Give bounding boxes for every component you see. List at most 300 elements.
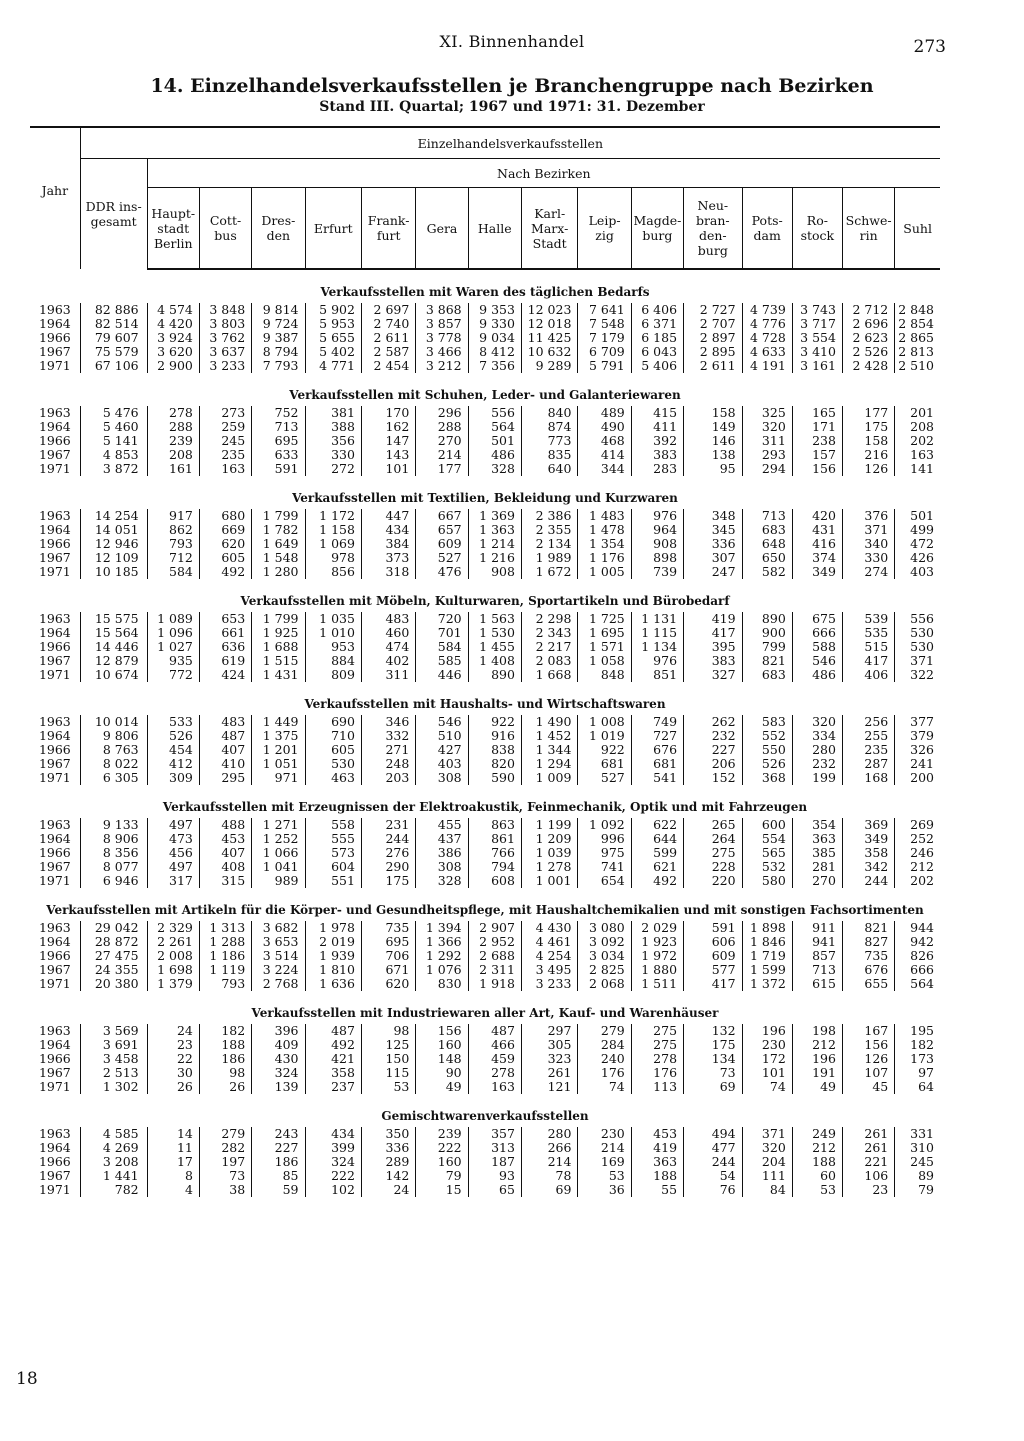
district-cell: 821 xyxy=(842,921,894,935)
district-cell: 468 xyxy=(578,434,631,448)
district-cell: 371 xyxy=(742,1127,792,1141)
district-cell: 856 xyxy=(305,565,361,579)
district-cell: 269 xyxy=(895,818,940,832)
section-title: Verkaufsstellen mit Textilien, Bekleidung und Kurzwaren xyxy=(292,491,678,505)
district-cell: 809 xyxy=(305,668,361,682)
district-cell: 487 xyxy=(199,729,251,743)
district-cell: 5 655 xyxy=(305,331,361,345)
district-cell: 230 xyxy=(578,1127,631,1141)
district-cell: 2 298 xyxy=(521,612,577,626)
district-cell: 1 515 xyxy=(252,654,305,668)
district-cell: 356 xyxy=(305,434,361,448)
table-row xyxy=(30,317,940,331)
district-header: Schwe-rin xyxy=(842,188,894,270)
table-row xyxy=(30,462,940,476)
district-cell: 308 xyxy=(416,771,468,785)
district-cell: 76 xyxy=(684,1183,743,1197)
district-cell: 1 369 xyxy=(468,509,521,523)
district-cell: 12 023 xyxy=(521,303,577,317)
district-cell: 741 xyxy=(578,860,631,874)
district-cell: 2 526 xyxy=(842,345,894,359)
district-cell: 167 xyxy=(842,1024,894,1038)
district-cell: 274 xyxy=(842,565,894,579)
district-cell: 59 xyxy=(252,1183,305,1197)
district-cell: 862 xyxy=(147,523,199,537)
year-cell: 1971 xyxy=(38,667,71,682)
district-cell: 238 xyxy=(792,434,842,448)
district-cell: 1 076 xyxy=(416,963,468,977)
district-cell: 14 xyxy=(147,1127,199,1141)
district-cell: 141 xyxy=(895,462,940,476)
district-cell: 492 xyxy=(305,1038,361,1052)
district-cell: 605 xyxy=(305,743,361,757)
district-cell: 1 490 xyxy=(521,715,577,729)
ddr-total-cell: 4 585 xyxy=(80,1127,147,1141)
district-cell: 3 848 xyxy=(199,303,251,317)
ddr-total-cell: 8 763 xyxy=(80,743,147,757)
district-cell: 232 xyxy=(684,729,743,743)
page-number: 273 xyxy=(913,37,946,57)
district-cell: 666 xyxy=(792,626,842,640)
district-cell: 565 xyxy=(742,846,792,860)
district-cell: 1 725 xyxy=(578,612,631,626)
year-cell: 1967 xyxy=(38,344,71,359)
district-cell: 283 xyxy=(631,462,683,476)
district-cell: 619 xyxy=(199,654,251,668)
district-cell: 188 xyxy=(631,1169,683,1183)
district-cell: 305 xyxy=(521,1038,577,1052)
district-cell: 535 xyxy=(842,626,894,640)
section-title: Verkaufsstellen mit Waren des täglichen Bedarfs xyxy=(320,285,650,299)
district-cell: 403 xyxy=(416,757,468,771)
district-cell: 126 xyxy=(842,1052,894,1066)
district-cell: 324 xyxy=(305,1155,361,1169)
district-cell: 317 xyxy=(147,874,199,888)
district-header: Halle xyxy=(468,188,521,270)
ddr-total-cell: 10 674 xyxy=(80,668,147,682)
year-cell: 1964 xyxy=(38,1037,71,1052)
district-cell: 139 xyxy=(252,1080,305,1094)
district-cell: 399 xyxy=(305,1141,361,1155)
district-cell: 264 xyxy=(684,832,743,846)
district-cell: 492 xyxy=(631,874,683,888)
district-cell: 1 366 xyxy=(416,935,468,949)
district-cell: 208 xyxy=(895,420,940,434)
district-cell: 256 xyxy=(842,715,894,729)
district-cell: 377 xyxy=(895,715,940,729)
district-cell: 463 xyxy=(305,771,361,785)
ddr-total-cell: 15 575 xyxy=(80,612,147,626)
district-cell: 530 xyxy=(895,640,940,654)
district-cell: 1 989 xyxy=(521,551,577,565)
district-cell: 605 xyxy=(199,551,251,565)
district-cell: 650 xyxy=(742,551,792,565)
district-cell: 953 xyxy=(305,640,361,654)
district-header: Dres-den xyxy=(252,188,305,270)
district-cell: 898 xyxy=(631,551,683,565)
district-cell: 175 xyxy=(684,1038,743,1052)
section-title: Verkaufsstellen mit Schuhen, Leder- und Galanteriewaren xyxy=(289,388,681,402)
district-cell: 944 xyxy=(895,921,940,935)
district-cell: 671 xyxy=(361,963,415,977)
district-cell: 454 xyxy=(147,743,199,757)
district-cell: 49 xyxy=(416,1080,468,1094)
district-cell: 1 939 xyxy=(305,949,361,963)
district-cell: 1 782 xyxy=(252,523,305,537)
district-cell: 148 xyxy=(416,1052,468,1066)
district-cell: 490 xyxy=(578,420,631,434)
district-cell: 3 717 xyxy=(792,317,842,331)
district-cell: 1 363 xyxy=(468,523,521,537)
district-cell: 53 xyxy=(578,1169,631,1183)
year-cell: 1971 xyxy=(38,976,71,991)
district-cell: 526 xyxy=(147,729,199,743)
district-cell: 591 xyxy=(252,462,305,476)
ddr-total-cell: 10 185 xyxy=(80,565,147,579)
district-cell: 98 xyxy=(361,1024,415,1038)
district-cell: 1 672 xyxy=(521,565,577,579)
section-title: Verkaufsstellen mit Artikeln für die Körper- und Gesundheitspflege, mit Haushaltchemikalien und mit sonstigen Fachsortimenten xyxy=(46,903,924,917)
district-cell: 324 xyxy=(252,1066,305,1080)
district-cell: 214 xyxy=(578,1141,631,1155)
district-cell: 349 xyxy=(842,832,894,846)
district-cell: 447 xyxy=(361,509,415,523)
district-cell: 328 xyxy=(416,874,468,888)
year-cell: 1963 xyxy=(38,714,71,729)
year-cell: 1971 xyxy=(38,873,71,888)
district-cell: 427 xyxy=(416,743,468,757)
district-cell: 827 xyxy=(842,935,894,949)
district-cell: 3 034 xyxy=(578,949,631,963)
district-cell: 289 xyxy=(361,1155,415,1169)
district-cell: 383 xyxy=(631,448,683,462)
district-cell: 373 xyxy=(361,551,415,565)
district-cell: 749 xyxy=(631,715,683,729)
district-cell: 1 649 xyxy=(252,537,305,551)
district-cell: 6 709 xyxy=(578,345,631,359)
district-cell: 546 xyxy=(416,715,468,729)
district-cell: 261 xyxy=(842,1141,894,1155)
district-cell: 132 xyxy=(684,1024,743,1038)
year-cell: 1971 xyxy=(38,1079,71,1094)
district-cell: 861 xyxy=(468,832,521,846)
district-cell: 655 xyxy=(842,977,894,991)
district-cell: 160 xyxy=(416,1038,468,1052)
year-cell: 1966 xyxy=(38,742,71,757)
district-cell: 446 xyxy=(416,668,468,682)
district-cell: 340 xyxy=(842,537,894,551)
district-cell: 666 xyxy=(895,963,940,977)
district-cell: 3 224 xyxy=(252,963,305,977)
year-cell: 1964 xyxy=(38,934,71,949)
district-cell: 142 xyxy=(361,1169,415,1183)
district-cell: 1 041 xyxy=(252,860,305,874)
district-cell: 1 698 xyxy=(147,963,199,977)
district-cell: 890 xyxy=(742,612,792,626)
ddr-total-cell: 28 872 xyxy=(80,935,147,949)
district-cell: 403 xyxy=(895,565,940,579)
district-cell: 420 xyxy=(792,509,842,523)
year-cell: 1963 xyxy=(38,1023,71,1038)
district-cell: 2 907 xyxy=(468,921,521,935)
district-cell: 7 641 xyxy=(578,303,631,317)
district-cell: 3 212 xyxy=(416,359,468,373)
district-cell: 170 xyxy=(361,406,415,420)
district-cell: 552 xyxy=(742,729,792,743)
district-cell: 163 xyxy=(468,1080,521,1094)
district-cell: 17 xyxy=(147,1155,199,1169)
table-row xyxy=(30,331,940,345)
statistics-table xyxy=(30,126,940,1197)
district-cell: 162 xyxy=(361,420,415,434)
table-row xyxy=(30,523,940,537)
district-cell: 424 xyxy=(199,668,251,682)
district-cell: 247 xyxy=(684,565,743,579)
district-cell: 1 005 xyxy=(578,565,631,579)
year-cell: 1966 xyxy=(38,1051,71,1066)
district-cell: 857 xyxy=(792,949,842,963)
year-cell: 1966 xyxy=(38,1154,71,1169)
district-cell: 735 xyxy=(361,921,415,935)
table-row xyxy=(30,818,940,832)
district-cell: 1 199 xyxy=(521,818,577,832)
district-cell: 821 xyxy=(742,654,792,668)
ddr-total-cell: 27 475 xyxy=(80,949,147,963)
district-cell: 908 xyxy=(631,537,683,551)
district-cell: 232 xyxy=(792,757,842,771)
district-cell: 4 739 xyxy=(742,303,792,317)
section-title: Gemischtwarenverkaufsstellen xyxy=(381,1109,589,1123)
district-cell: 584 xyxy=(147,565,199,579)
table-row xyxy=(30,1024,940,1038)
district-cell: 1 019 xyxy=(578,729,631,743)
district-cell: 971 xyxy=(252,771,305,785)
district-cell: 187 xyxy=(468,1155,521,1169)
district-cell: 325 xyxy=(742,406,792,420)
district-cell: 1 548 xyxy=(252,551,305,565)
ddr-total-cell: 1 302 xyxy=(80,1080,147,1094)
district-cell: 3 514 xyxy=(252,949,305,963)
ddr-total-cell: 67 106 xyxy=(80,359,147,373)
district-cell: 3 778 xyxy=(416,331,468,345)
district-cell: 835 xyxy=(521,448,577,462)
district-cell: 434 xyxy=(361,523,415,537)
district-cell: 237 xyxy=(305,1080,361,1094)
district-header: Leip-zig xyxy=(578,188,631,270)
district-cell: 2 083 xyxy=(521,654,577,668)
district-cell: 222 xyxy=(416,1141,468,1155)
district-cell: 486 xyxy=(468,448,521,462)
district-cell: 644 xyxy=(631,832,683,846)
district-cell: 1 563 xyxy=(468,612,521,626)
district-cell: 766 xyxy=(468,846,521,860)
district-cell: 477 xyxy=(684,1141,743,1155)
district-cell: 1 918 xyxy=(468,977,521,991)
district-cell: 1 115 xyxy=(631,626,683,640)
section-title-row xyxy=(30,269,940,303)
district-cell: 874 xyxy=(521,420,577,434)
district-cell: 4 430 xyxy=(521,921,577,935)
district-cell: 3 868 xyxy=(416,303,468,317)
district-cell: 941 xyxy=(792,935,842,949)
district-cell: 276 xyxy=(361,846,415,860)
district-cell: 2 697 xyxy=(361,303,415,317)
district-cell: 22 xyxy=(147,1052,199,1066)
district-cell: 680 xyxy=(199,509,251,523)
district-cell: 472 xyxy=(895,537,940,551)
district-cell: 293 xyxy=(742,448,792,462)
district-cell: 713 xyxy=(252,420,305,434)
district-cell: 3 092 xyxy=(578,935,631,949)
district-cell: 9 353 xyxy=(468,303,521,317)
district-cell: 1 372 xyxy=(742,977,792,991)
year-cell: 1963 xyxy=(38,611,71,626)
district-cell: 1 039 xyxy=(521,846,577,860)
district-cell: 348 xyxy=(684,509,743,523)
district-cell: 701 xyxy=(416,626,468,640)
district-cell: 2 068 xyxy=(578,977,631,991)
district-cell: 712 xyxy=(147,551,199,565)
district-cell: 3 762 xyxy=(199,331,251,345)
district-cell: 85 xyxy=(252,1169,305,1183)
district-cell: 196 xyxy=(792,1052,842,1066)
district-header: Frank-furt xyxy=(361,188,415,270)
table-row xyxy=(30,420,940,434)
ddr-header: DDR ins-gesamt xyxy=(80,159,147,270)
district-cell: 1 925 xyxy=(252,626,305,640)
district-cell: 7 548 xyxy=(578,317,631,331)
district-cell: 203 xyxy=(361,771,415,785)
district-cell: 175 xyxy=(842,420,894,434)
district-cell: 826 xyxy=(895,949,940,963)
district-cell: 1 719 xyxy=(742,949,792,963)
district-cell: 3 857 xyxy=(416,317,468,331)
district-cell: 230 xyxy=(742,1038,792,1052)
table-row xyxy=(30,551,940,565)
district-cell: 2 707 xyxy=(684,317,743,331)
district-cell: 604 xyxy=(305,860,361,874)
district-cell: 419 xyxy=(631,1141,683,1155)
district-cell: 474 xyxy=(361,640,415,654)
table-row xyxy=(30,303,940,317)
district-cell: 163 xyxy=(199,462,251,476)
district-cell: 152 xyxy=(684,771,743,785)
table-subtitle: Stand III. Quartal; 1967 und 1971: 31. Dezember xyxy=(319,99,705,115)
ddr-total-cell: 82 514 xyxy=(80,317,147,331)
district-cell: 5 902 xyxy=(305,303,361,317)
district-cell: 415 xyxy=(631,406,683,420)
district-cell: 1 379 xyxy=(147,977,199,991)
district-cell: 483 xyxy=(199,715,251,729)
district-cell: 171 xyxy=(792,420,842,434)
district-cell: 26 xyxy=(199,1080,251,1094)
district-cell: 1 172 xyxy=(305,509,361,523)
district-cell: 188 xyxy=(792,1155,842,1169)
year-cell: 1964 xyxy=(38,522,71,537)
table-row xyxy=(30,860,940,874)
district-cell: 459 xyxy=(468,1052,521,1066)
district-cell: 4 xyxy=(147,1183,199,1197)
district-cell: 2 688 xyxy=(468,949,521,963)
district-cell: 1 176 xyxy=(578,551,631,565)
district-cell: 149 xyxy=(684,420,743,434)
district-cell: 363 xyxy=(792,832,842,846)
district-cell: 9 387 xyxy=(252,331,305,345)
district-cell: 212 xyxy=(792,1038,842,1052)
ddr-total-cell: 8 356 xyxy=(80,846,147,860)
district-cell: 497 xyxy=(147,818,199,832)
ddr-total-cell: 9 133 xyxy=(80,818,147,832)
district-cell: 620 xyxy=(361,977,415,991)
ddr-total-cell: 14 051 xyxy=(80,523,147,537)
district-cell: 146 xyxy=(684,434,743,448)
district-cell: 695 xyxy=(252,434,305,448)
district-cell: 342 xyxy=(842,860,894,874)
district-cell: 584 xyxy=(416,640,468,654)
district-cell: 49 xyxy=(792,1080,842,1094)
district-cell: 2 623 xyxy=(842,331,894,345)
year-cell: 1963 xyxy=(38,405,71,420)
ddr-total-cell: 5 476 xyxy=(80,406,147,420)
year-cell: 1966 xyxy=(38,536,71,551)
district-cell: 727 xyxy=(631,729,683,743)
district-cell: 4 420 xyxy=(147,317,199,331)
district-cell: 599 xyxy=(631,846,683,860)
district-cell: 336 xyxy=(361,1141,415,1155)
ddr-total-cell: 82 886 xyxy=(80,303,147,317)
district-cell: 683 xyxy=(742,668,792,682)
district-cell: 157 xyxy=(792,448,842,462)
district-cell: 530 xyxy=(305,757,361,771)
district-cell: 147 xyxy=(361,434,415,448)
district-cell: 1 799 xyxy=(252,509,305,523)
district-cell: 1 511 xyxy=(631,977,683,991)
district-cell: 4 574 xyxy=(147,303,199,317)
district-cell: 320 xyxy=(742,1141,792,1155)
district-cell: 235 xyxy=(199,448,251,462)
district-cell: 24 xyxy=(147,1024,199,1038)
table-row xyxy=(30,537,940,551)
district-cell: 273 xyxy=(199,406,251,420)
district-cell: 1 455 xyxy=(468,640,521,654)
district-cell: 4 728 xyxy=(742,331,792,345)
district-group-header: Nach Bezirken xyxy=(147,159,940,188)
district-cell: 3 233 xyxy=(199,359,251,373)
district-cell: 1 571 xyxy=(578,640,631,654)
district-cell: 476 xyxy=(416,565,468,579)
district-header: Magde-burg xyxy=(631,188,683,270)
district-cell: 486 xyxy=(792,668,842,682)
district-cell: 916 xyxy=(468,729,521,743)
district-cell: 2 696 xyxy=(842,317,894,331)
district-cell: 564 xyxy=(468,420,521,434)
table-row xyxy=(30,757,940,771)
district-cell: 214 xyxy=(416,448,468,462)
district-cell: 358 xyxy=(842,846,894,860)
section-title-row xyxy=(30,476,940,509)
year-cell: 1967 xyxy=(38,653,71,668)
district-cell: 275 xyxy=(631,1038,683,1052)
district-cell: 331 xyxy=(895,1127,940,1141)
district-cell: 107 xyxy=(842,1066,894,1080)
table-row xyxy=(30,509,940,523)
district-cell: 551 xyxy=(305,874,361,888)
year-cell: 1963 xyxy=(38,508,71,523)
district-cell: 278 xyxy=(468,1066,521,1080)
district-cell: 510 xyxy=(416,729,468,743)
district-cell: 3 620 xyxy=(147,345,199,359)
district-cell: 851 xyxy=(631,668,683,682)
